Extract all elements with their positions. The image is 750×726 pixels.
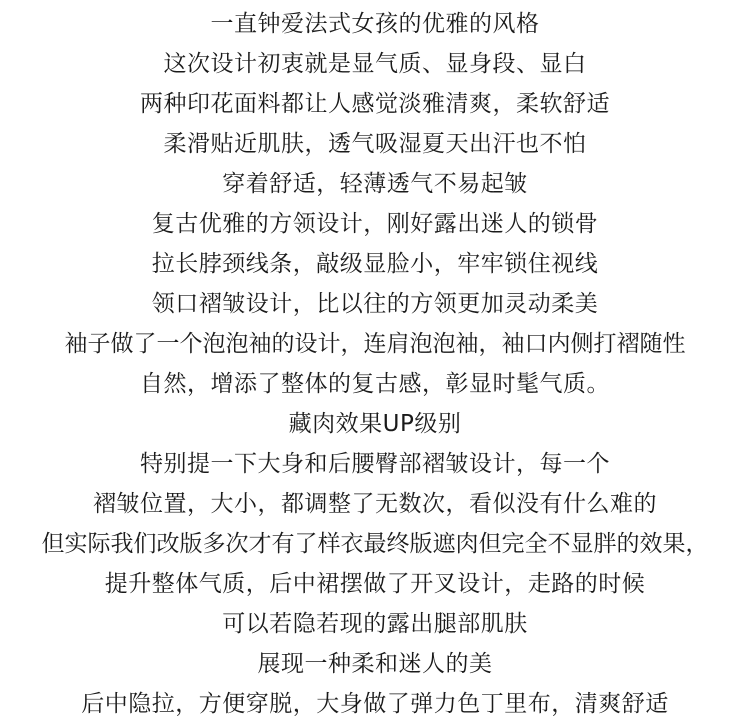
text-line-4: 柔滑贴近肌肤，透气吸湿夏天出汗也不怕 bbox=[163, 131, 587, 157]
text-line-17: 展现一种柔和迷人的美 bbox=[257, 651, 493, 677]
text-line-6: 复古优雅的方领设计，刚好露出迷人的锁骨 bbox=[151, 211, 599, 237]
text-line-5: 穿着舒适，轻薄透气不易起皱 bbox=[222, 171, 528, 197]
text-line-9: 袖子做了一个泡泡袖的设计，连肩泡泡袖，袖口内侧打褶随性 bbox=[64, 331, 686, 357]
text-line-3: 两种印花面料都让人感觉淡雅清爽，柔软舒适 bbox=[140, 91, 610, 117]
text-line-1: 一直钟爱法式女孩的优雅的风格 bbox=[210, 11, 540, 37]
text-line-15: 提升整体气质，后中裙摆做了开叉设计，走路的时候 bbox=[104, 571, 646, 597]
text-line-11: 藏肉效果UP级别 bbox=[288, 411, 462, 437]
text-line-8: 领口褶皱设计，比以往的方领更加灵动柔美 bbox=[151, 291, 599, 317]
text-line-10: 自然，增添了整体的复古感，彰显时髦气质。 bbox=[140, 371, 610, 397]
text-line-7: 拉长脖颈线条，敲级显脸小，牢牢锁住视线 bbox=[151, 251, 599, 277]
text-line-14: 但实际我们改版多次才有了样衣最终版遮肉但完全不显胖的效果， bbox=[41, 531, 709, 557]
text-line-13: 褶皱位置，大小，都调整了无数次，看似没有什么难的 bbox=[93, 491, 657, 517]
text-line-12: 特别提一下大身和后腰臀部褶皱设计，每一个 bbox=[140, 451, 610, 477]
text-line-16: 可以若隐若现的露出腿部肌肤 bbox=[222, 611, 528, 637]
text-line-2: 这次设计初衷就是显气质、显身段、显白 bbox=[163, 51, 587, 77]
text-line-18: 后中隐拉，方便穿脱，大身做了弹力色丁里布，清爽舒适 bbox=[81, 691, 669, 717]
